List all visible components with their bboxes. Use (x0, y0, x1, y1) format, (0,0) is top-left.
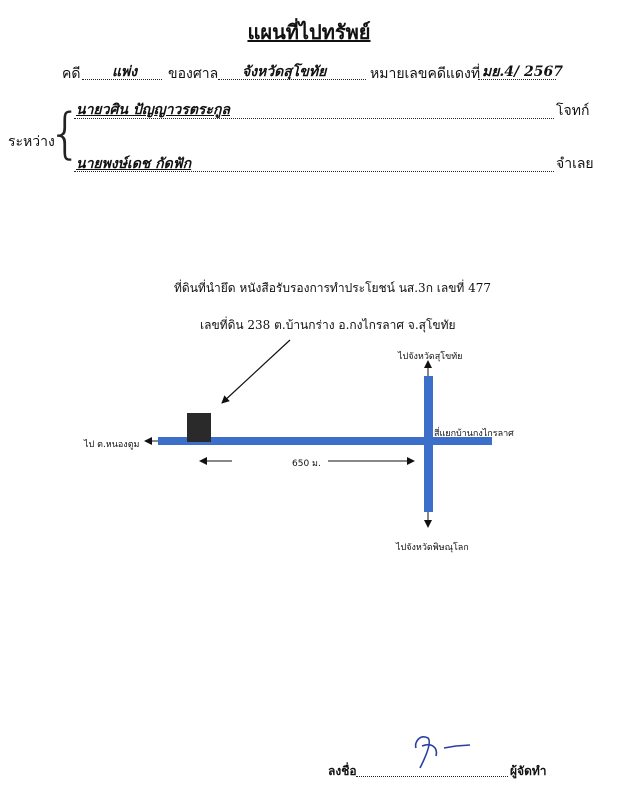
sign-label: ลงชื่อ (328, 764, 357, 778)
label-to-nong-tum: ไป ต.หนองตูม (84, 440, 140, 450)
red-number-label: หมายเลขคดีแดงที่ (370, 66, 481, 82)
defendant-name: นายพงษ์เดช กัดฟัก (76, 156, 192, 172)
label-to-sukhothai: ไปจังหวัดสุโขทัย (398, 352, 463, 362)
parcel-pointer-arrow (222, 340, 290, 403)
between-label: ระหว่าง (8, 134, 55, 150)
property-description-line2: เลขที่ดิน 238 ต.บ้านกร่าง อ.กงไกรลาศ จ.สุโขทัย (200, 318, 456, 332)
signature-mark (416, 737, 470, 768)
label-junction: สี่แยกบ้านกงไกรลาศ (434, 429, 514, 439)
label-to-phitsanulok: ไปจังหวัดพิษณุโลก (396, 543, 469, 553)
case-type-value: แพ่ง (112, 64, 138, 80)
plaintiff-role: โจทก์ (556, 103, 590, 119)
red-number-value: มย.4/ 2567 (482, 64, 563, 80)
signature-dots (356, 776, 508, 777)
plaintiff-name: นายวศิน ปัญญาวรตระกูล (76, 102, 230, 118)
defendant-role: จำเลย (556, 156, 594, 172)
document-title: แผนที่ไปทรัพย์ (247, 20, 371, 44)
case-label: คดี (62, 66, 81, 82)
court-name-value: จังหวัดสุโขทัย (242, 64, 327, 80)
preparer-label: ผู้จัดทำ (510, 764, 547, 778)
distance-label: 650 ม. (292, 459, 321, 469)
property-description-line1: ที่ดินที่นำยึด หนังสือรับรองการทำประโยชน์ นส.3ก เลขที่ 477 (174, 281, 492, 295)
party-bracket: { (48, 102, 83, 165)
court-label: ของศาล (168, 66, 219, 82)
